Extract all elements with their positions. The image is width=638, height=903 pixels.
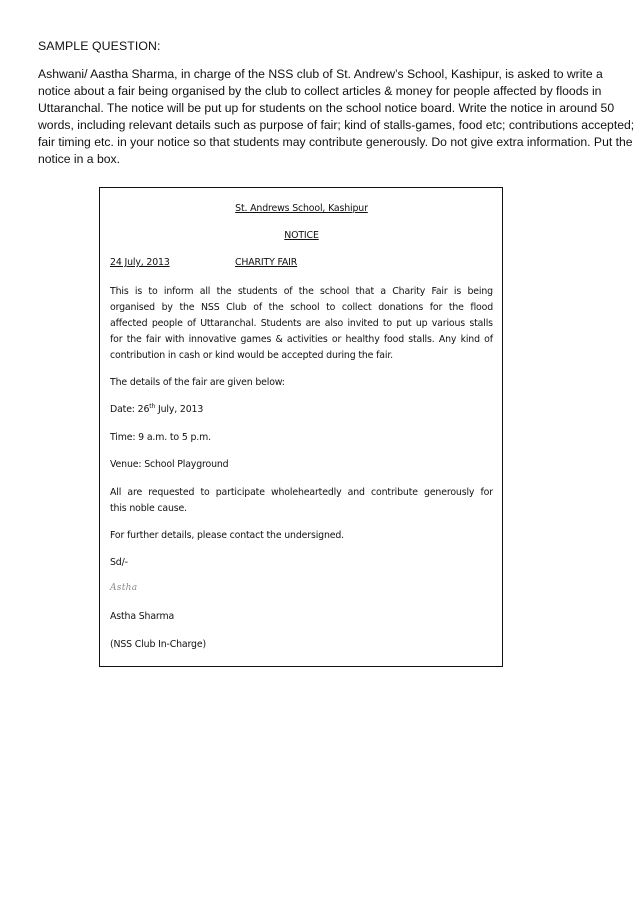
word: All [110,487,122,498]
word: are [305,318,321,329]
word: & [275,334,283,345]
fair-venue: Venue: School Playground [110,459,229,470]
word: Fair [431,286,448,297]
fair-date-sup: th [149,402,156,410]
word: flood [470,302,493,313]
word: Students [260,318,302,329]
request-line [110,485,493,501]
question-line: fair timing etc. in your notice so that students may contribute generously. Do not give extra information. Put the [38,135,633,149]
fair-date [110,402,493,418]
school-name-text: St. Andrews School, Kashipur [235,203,368,214]
word: to [326,302,336,313]
word: school [290,302,320,313]
word: all [199,286,211,297]
word: by [161,302,173,313]
word: to [148,286,158,297]
word: to [200,487,210,498]
word: collect [341,302,372,313]
word: that [355,286,374,297]
word: up [415,318,428,329]
word: healthy [345,334,380,345]
word: of [283,286,293,297]
notice-body [110,284,493,364]
word: of [253,302,263,313]
signatory-designation: (NSS Club In-Charge) [110,639,206,650]
word: of [187,318,196,329]
word: generously [424,487,475,498]
word: and [347,487,365,498]
word: the [268,302,284,313]
word: fair [145,334,161,345]
word: people [151,318,183,329]
word: with [165,334,185,345]
word: being [467,286,493,297]
signatory-name: Astha Sharma [110,611,175,622]
word: students [237,286,278,297]
word: activities [286,334,328,345]
word: Any [438,334,457,345]
word: wholeheartedly [271,487,342,498]
word: also [324,318,344,329]
fair-date-suffix: July, 2013 [155,404,204,415]
word: the [126,334,142,345]
handwritten-signature: Astha [110,583,138,593]
sd-line: Sd/- [110,557,128,568]
notice-date: 24 July, 2013 [110,257,170,268]
body-line [110,332,493,348]
word: put [396,318,412,329]
notice-subject: CHARITY FAIR [235,257,298,268]
word: Club [226,302,247,313]
word: invited [347,318,379,329]
word: participate [215,487,265,498]
body-line [110,300,493,316]
word: requested [148,487,195,498]
word: is [134,286,143,297]
notice-title [110,228,493,244]
word: NSS [201,302,220,313]
word: innovative [188,334,237,345]
request-line: this noble cause. [110,503,187,514]
word: school [320,286,350,297]
word: affected [110,318,148,329]
word: are [127,487,143,498]
word: Uttaranchal. [200,318,257,329]
word: a [380,286,386,297]
school-name [110,201,493,217]
word: the [448,302,464,313]
fair-date-prefix: Date: 26 [110,404,150,415]
question-line: notice about a fair being organised by the club to collect articles & money for people affected by floods in [38,84,602,98]
word: is [453,286,462,297]
word: to [382,318,392,329]
word: Charity [392,286,426,297]
question-line: words, including relevant details such as purpose of fair; kind of stalls-games, food etc; contributions accepted; [38,118,635,132]
question-line: Ashwani/ Aastha Sharma, in charge of the NSS club of St. Andrew’s School, Kashipur, is asked to write a [38,67,603,81]
word: for [110,334,123,345]
word: organised [110,302,155,313]
body-line [110,316,493,332]
word: kind [460,334,480,345]
notice-box [99,187,503,667]
contact-line: For further details, please contact the undersigned. [110,530,345,541]
notice-title-text: NOTICE [284,230,319,241]
word: the [216,286,232,297]
details-intro: The details of the fair are given below: [110,377,285,388]
word: the [298,286,314,297]
body-line [110,284,493,300]
date-subject-line [110,255,493,271]
word: contribute [371,487,418,498]
word: stalls. [408,334,435,345]
question-line: Uttaranchal. The notice will be put up for students on the school notice board. Write the notice in around 50 [38,101,615,115]
word: of [484,334,493,345]
request-text [110,485,493,517]
sample-question-heading: SAMPLE QUESTION: [38,39,161,53]
word: various [431,318,466,329]
word: for [429,302,443,313]
word: the [179,302,195,313]
word: or [331,334,342,345]
word: This [110,286,129,297]
word: food [383,334,404,345]
word: inform [163,286,194,297]
question-text [38,66,635,168]
question-line: notice in a box. [38,152,120,166]
word: for [480,487,493,498]
word: stalls [469,318,493,329]
body-line: contribution in cash or kind would be accepted during the fair. [110,350,393,361]
word: games [240,334,272,345]
fair-time: Time: 9 a.m. to 5 p.m. [110,432,211,443]
word: donations [378,302,424,313]
